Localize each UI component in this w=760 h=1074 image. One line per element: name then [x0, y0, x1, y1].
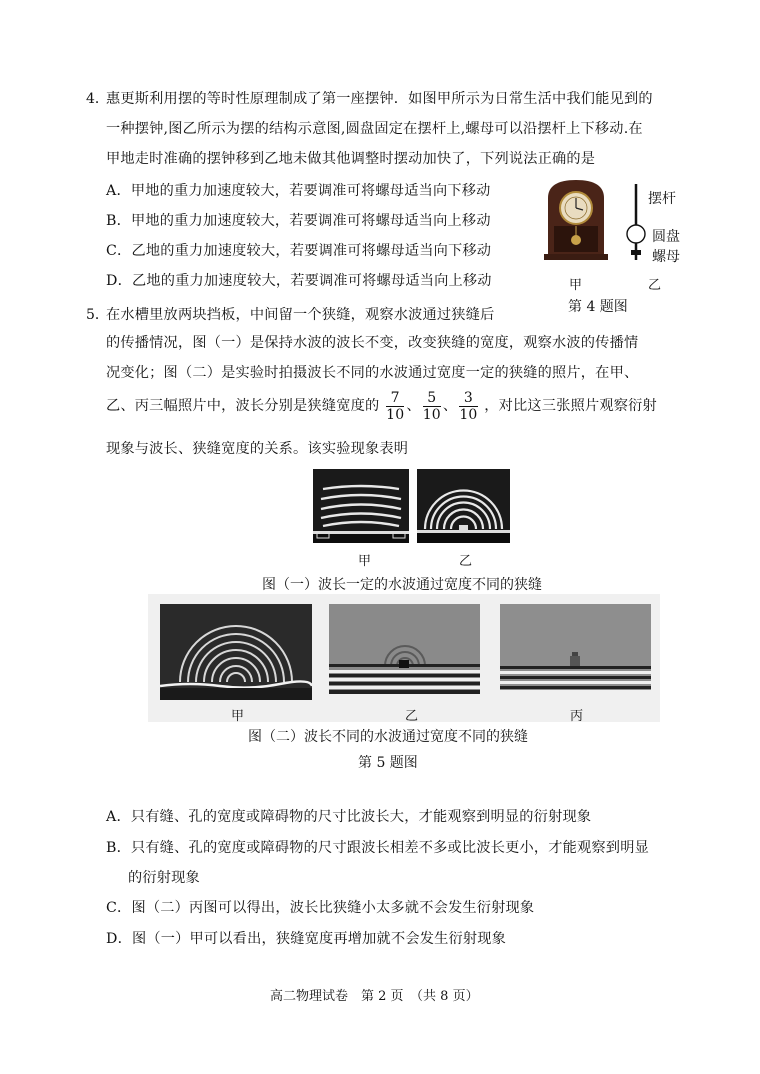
question-5-stem-line-3: 况变化；图（二）是实验时拍摄波长不同的水波通过宽度一定的狭缝的照片，在甲、 [106, 365, 639, 381]
figure-label-jia: 甲 [569, 278, 583, 293]
fraction-numerator: 5 [423, 390, 441, 407]
fraction-denominator: 10 [422, 406, 441, 423]
question-5-option-d: D．图（一）甲可以看出，狭缝宽度再增加就不会发生衍射现象 [106, 931, 507, 947]
question-5-stem-line-2: 的传播情况，图（一）是保持水波的波长不变，改变狭缝的宽度，观察水波的传播情 [106, 335, 639, 351]
question-4-option-d: D．乙地的重力加速度较大，若要调准可将螺母适当向上移动 [106, 273, 492, 289]
fig2-label-yi: 乙 [405, 709, 419, 724]
fig1-photo-yi [417, 469, 510, 543]
rod-label: 摆杆 [648, 191, 676, 207]
question-5-option-b-line-2: 的衍射现象 [128, 870, 200, 886]
fig2-caption: 图（二）波长不同的水波通过宽度不同的狭缝 [248, 729, 528, 745]
question-5-option-c: C．图（二）丙图可以得出，波长比狭缝小太多就不会发生衍射现象 [106, 900, 535, 916]
fig1-label-yi: 乙 [459, 554, 473, 569]
fraction-7-10 [386, 390, 404, 423]
page-footer: 高二物理试卷 第 2 页 （共 8 页） [270, 989, 479, 1004]
figure-label-yi: 乙 [648, 278, 662, 293]
question-5-stem-line-1: 在水槽里放两块挡板，中间留一个狭缝，观察水波通过狭缝后 [106, 307, 495, 323]
question-5-option-a: A．只有缝、孔的宽度或障碍物的尺寸比波长大，才能观察到明显的衍射现象 [106, 809, 592, 825]
fraction-denominator: 10 [459, 406, 478, 423]
question-4-stem-line-2: 一种摆钟,图乙所示为摆的结构示意图,圆盘固定在摆杆上,螺母可以沿摆杆上下移动.在 [106, 121, 643, 137]
stem-line-4-text: 乙、丙三幅照片中，波长分别是狭缝宽度的 [106, 398, 380, 414]
fig2-photo-yi [329, 604, 480, 694]
pendulum-clock-illustration [544, 180, 608, 260]
fig1-caption: 图（一）波长一定的水波通过宽度不同的狭缝 [262, 577, 542, 593]
question-4-stem-line-3: 甲地走时准确的摆钟移到乙地未做其他调整时摆动加快了，下列说法正确的是 [106, 151, 596, 167]
question-5-figure-caption: 第 5 题图 [358, 755, 418, 771]
separator: 、 [406, 398, 421, 414]
fig1-photo-jia [313, 469, 409, 543]
fraction-3-10 [459, 390, 477, 423]
question-5-stem-line-4 [106, 386, 657, 426]
fig2-photo-bing [500, 604, 651, 694]
fraction-5-10 [423, 390, 441, 423]
question-4-stem-line-1: 惠更斯利用摆的等时性原理制成了第一座摆钟．如图甲所示为日常生活中我们能见到的 [106, 91, 653, 107]
question-5-number: 5． [86, 307, 109, 323]
question-5-stem-line-5: 现象与波长、狭缝宽度的关系。该实验现象表明 [106, 441, 409, 457]
question-5-option-b-line-1: B．只有缝、孔的宽度或障碍物的尺寸跟波长相差不多或比波长更小，才能观察到明显 [106, 840, 649, 856]
fig1-label-jia: 甲 [358, 554, 372, 569]
stem-line-4-tail: ，对比这三张照片观察衍射 [484, 398, 657, 414]
pendulum-diagram [627, 184, 645, 260]
nut-label: 螺母 [652, 249, 680, 265]
question-4-number: 4． [86, 91, 109, 107]
fraction-numerator: 3 [459, 390, 477, 407]
question-4-option-a: A．甲地的重力加速度较大，若要调准可将螺母适当向下移动 [106, 183, 491, 199]
disk-label: 圆盘 [652, 229, 680, 245]
question-4-figure-caption: 第 4 题图 [568, 299, 628, 315]
fraction-denominator: 10 [386, 406, 405, 423]
question-4-option-c: C．乙地的重力加速度较大，若要调准可将螺母适当向下移动 [106, 243, 492, 259]
fig2-label-jia: 甲 [231, 709, 245, 724]
fig2-photo-jia [160, 604, 312, 700]
separator: 、 [442, 398, 458, 414]
fig2-label-bing: 丙 [570, 709, 584, 724]
question-4-option-b: B．甲地的重力加速度较大，若要调准可将螺母适当向上移动 [106, 213, 491, 229]
fraction-numerator: 7 [386, 390, 404, 407]
